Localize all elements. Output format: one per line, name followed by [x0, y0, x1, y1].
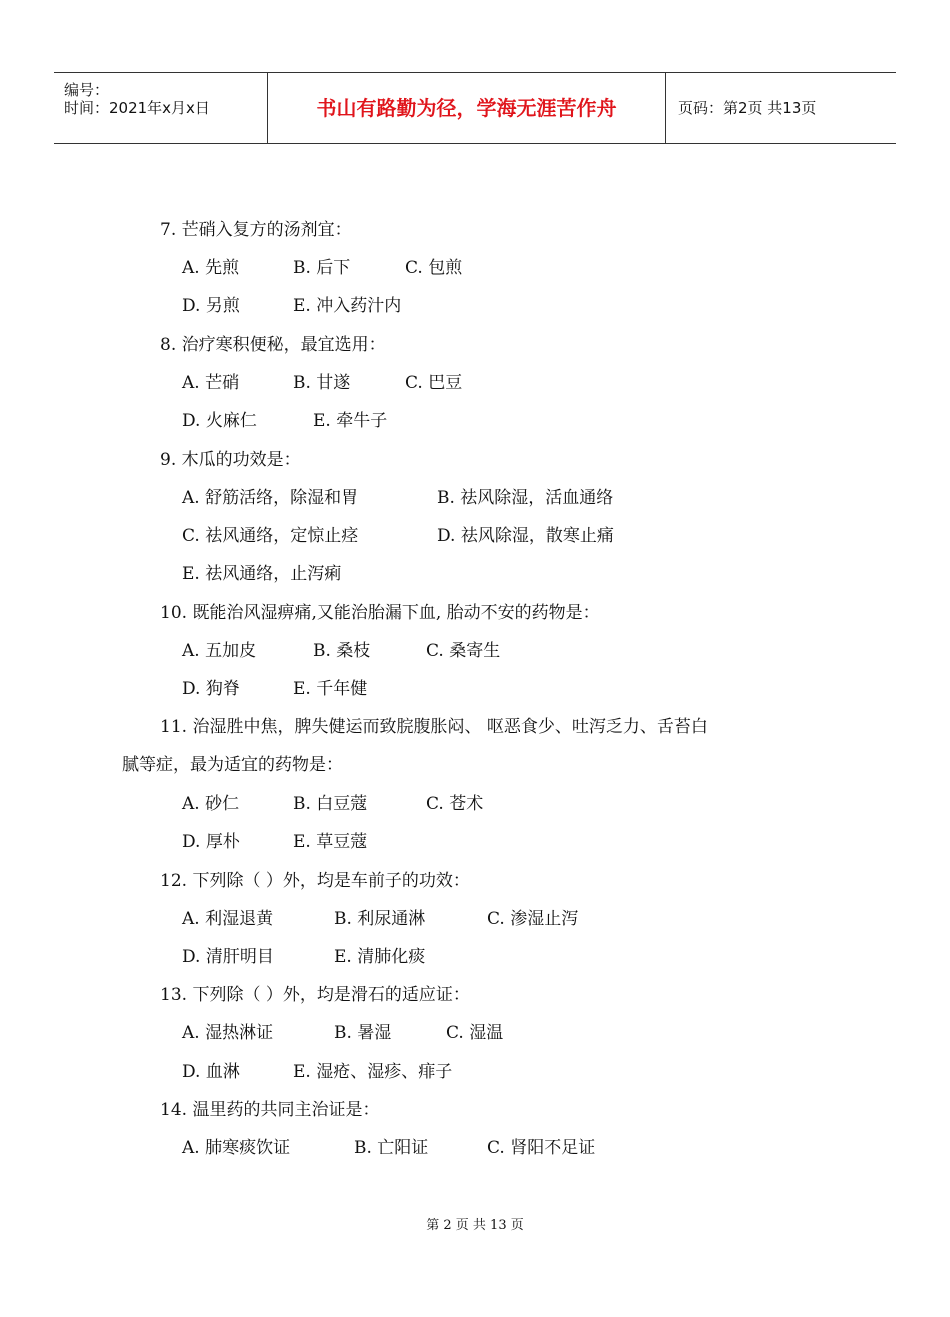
- answer-option: A. 砂仁: [182, 794, 240, 814]
- answer-option: A. 肺寒痰饮证: [182, 1138, 291, 1158]
- answer-option: C. 包煎: [405, 258, 463, 278]
- answer-option: D. 狗脊: [182, 679, 240, 699]
- answer-option: C. 巴豆: [405, 373, 463, 393]
- document-number-label: 编号：: [64, 81, 110, 99]
- answer-option: C. 渗湿止泻: [487, 909, 579, 929]
- header-page-number: 页码：第2页 共13页: [678, 99, 817, 117]
- header-meta: [54, 73, 268, 143]
- answer-option: A. 五加皮: [182, 641, 257, 661]
- answer-option: A. 利湿退黄: [182, 909, 274, 929]
- question-stem: 13. 下列除（ ）外，均是滑石的适应证：: [160, 985, 470, 1005]
- answer-option: B. 祛风除湿，活血通络: [437, 488, 614, 508]
- question-stem: 10. 既能治风湿痹痛,又能治胎漏下血, 胎动不安的药物是：: [160, 603, 600, 623]
- answer-option: C. 桑寄生: [426, 641, 501, 661]
- answer-option: D. 清肝明目: [182, 947, 274, 967]
- answer-option: B. 桑枝: [313, 641, 371, 661]
- answer-option: E. 牵牛子: [313, 411, 388, 431]
- answer-option: A. 湿热淋证: [182, 1023, 274, 1043]
- answer-option: C. 湿温: [446, 1023, 504, 1043]
- answer-option: E. 冲入药汁内: [293, 296, 402, 316]
- answer-option: E. 草豆蔻: [293, 832, 368, 852]
- header-motto: 书山有路勤为径，学海无涯苦作舟: [268, 73, 666, 143]
- question-stem: 14. 温里药的共同主治证是：: [160, 1100, 380, 1120]
- answer-option: E. 清肺化痰: [334, 947, 426, 967]
- answer-option: D. 祛风除湿，散寒止痛: [437, 526, 614, 546]
- answer-option: D. 火麻仁: [182, 411, 257, 431]
- question-stem: 8. 治疗寒积便秘，最宜选用：: [160, 335, 386, 355]
- answer-option: B. 后下: [293, 258, 351, 278]
- page-footer: 第 2 页 共 13 页: [426, 1218, 524, 1233]
- question-stem-continued: 腻等症，最为适宜的药物是：: [122, 755, 343, 775]
- answer-option: A. 先煎: [182, 258, 240, 278]
- document-time-label: 时间：2021年x月x日: [64, 99, 210, 117]
- answer-option: A. 芒硝: [182, 373, 240, 393]
- answer-option: E. 千年健: [293, 679, 368, 699]
- question-stem: 11. 治湿胜中焦，脾失健运而致脘腹胀闷、 呕恶食少、吐泻乏力、舌苔白: [160, 717, 708, 737]
- answer-option: E. 湿疮、湿疹、痱子: [293, 1062, 453, 1082]
- answer-option: C. 苍术: [426, 794, 484, 814]
- question-stem: 12. 下列除（ ）外，均是车前子的功效：: [160, 871, 470, 891]
- answer-option: D. 血淋: [182, 1062, 240, 1082]
- answer-option: C. 祛风通络，定惊止痉: [182, 526, 359, 546]
- answer-option: B. 利尿通淋: [334, 909, 426, 929]
- answer-option: D. 厚朴: [182, 832, 240, 852]
- answer-option: C. 肾阳不足证: [487, 1138, 596, 1158]
- answer-option: B. 甘遂: [293, 373, 351, 393]
- question-stem: 7. 芒硝入复方的汤剂宜：: [160, 220, 352, 240]
- answer-option: E. 祛风通络，止泻痢: [182, 564, 342, 584]
- answer-option: A. 舒筋活络，除湿和胃: [182, 488, 359, 508]
- answer-option: B. 暑湿: [334, 1023, 392, 1043]
- answer-option: D. 另煎: [182, 296, 240, 316]
- answer-option: B. 白豆蔻: [293, 794, 368, 814]
- question-stem: 9. 木瓜的功效是：: [160, 450, 301, 470]
- answer-option: B. 亡阳证: [354, 1138, 429, 1158]
- page-header: [54, 72, 896, 144]
